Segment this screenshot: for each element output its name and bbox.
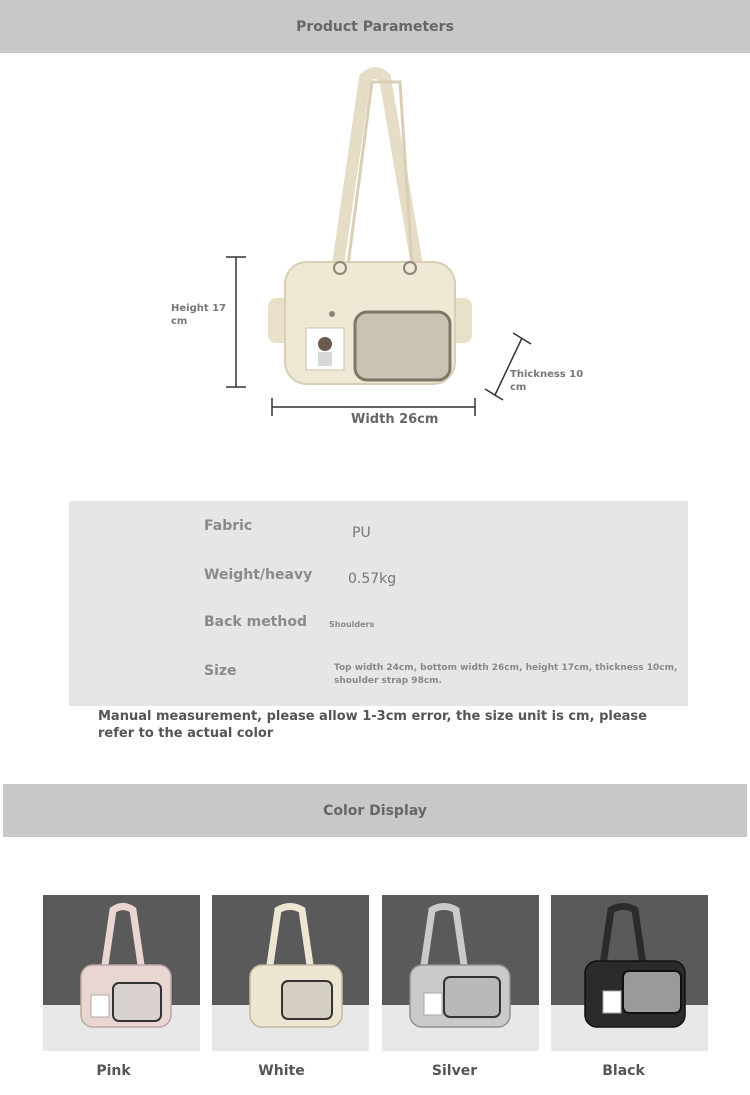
color-label-black: Black bbox=[602, 1063, 645, 1079]
card-figure-body bbox=[318, 352, 332, 366]
color-label-white: White bbox=[258, 1063, 305, 1079]
fabric-label: Fabric bbox=[204, 518, 253, 534]
weight-label: Weight/heavy bbox=[204, 567, 313, 583]
back-method-label: Back method bbox=[204, 614, 307, 630]
clear-window bbox=[355, 312, 450, 380]
size-label: Size bbox=[204, 663, 237, 679]
thickness-dimension: Thickness 10 cm bbox=[510, 369, 584, 393]
bag-photo-silver bbox=[382, 895, 539, 1051]
size-value: Top width 24cm, bottom width 26cm, height 17cm, thickness 10cm, shoulder strap 98cm. bbox=[334, 663, 678, 686]
card-figure bbox=[318, 337, 332, 351]
height-dimension: Height 17 cm bbox=[171, 303, 227, 327]
bag-photo-black bbox=[551, 895, 708, 1051]
color-label-pink: Pink bbox=[96, 1063, 131, 1079]
params-title: Product Parameters bbox=[296, 18, 454, 35]
color-label-silver: Silver bbox=[431, 1063, 478, 1079]
color-swatch-pink[interactable] bbox=[43, 895, 200, 1051]
parameters-table bbox=[69, 501, 688, 706]
fabric-value: PU bbox=[352, 525, 371, 541]
bag-photo-white bbox=[212, 895, 369, 1051]
color-swatch-silver[interactable] bbox=[382, 895, 539, 1051]
bag-photo-pink bbox=[43, 895, 200, 1051]
weight-value: 0.57kg bbox=[348, 571, 397, 587]
colors-banner bbox=[3, 784, 747, 837]
params-banner bbox=[0, 0, 750, 53]
width-dimension: Width 26cm bbox=[351, 412, 439, 427]
colors-title: Color Display bbox=[323, 802, 427, 819]
measurement-note: Manual measurement, please allow 1-3cm error, the size unit is cm, please refer to the actual color bbox=[98, 709, 647, 741]
color-swatch-black[interactable] bbox=[551, 895, 708, 1051]
snap-button bbox=[329, 311, 335, 317]
back-method-value: Shoulders bbox=[329, 620, 375, 629]
color-swatch-white[interactable] bbox=[212, 895, 369, 1051]
